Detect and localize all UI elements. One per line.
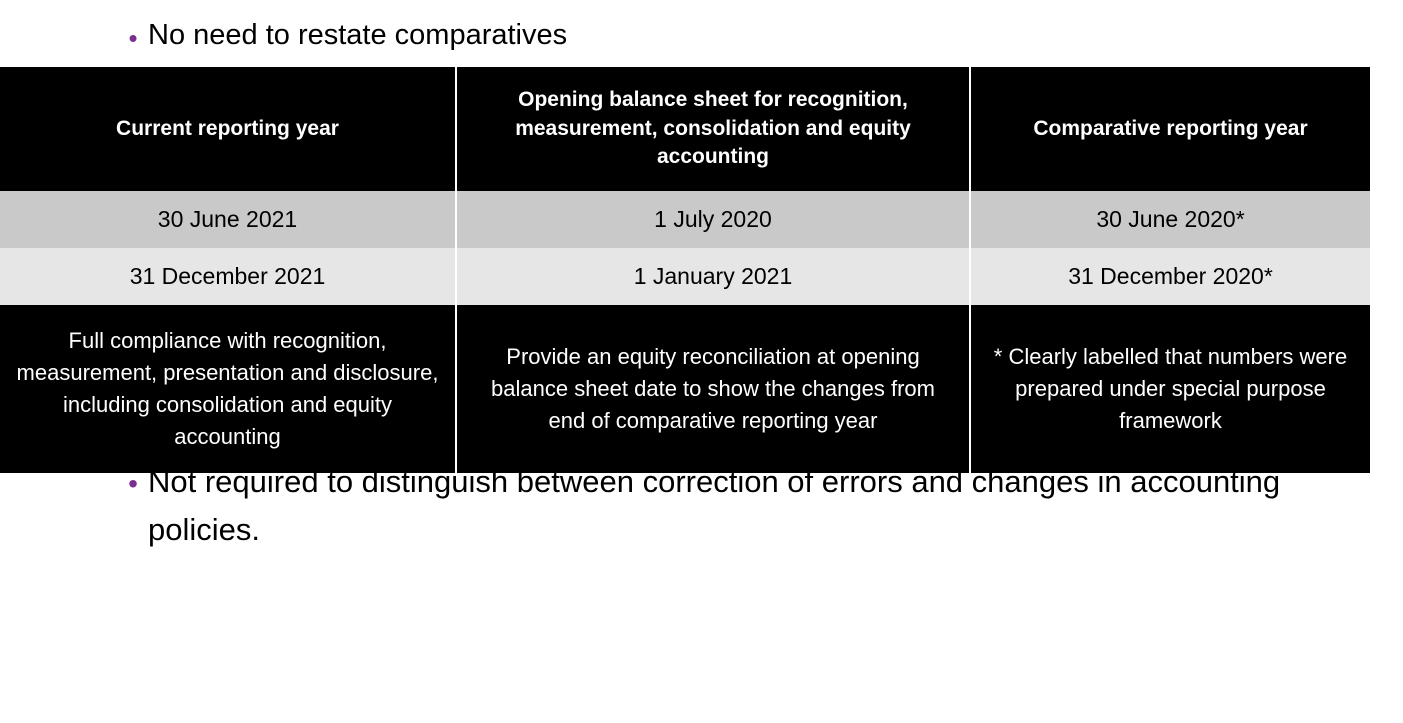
- comparatives-table: [0, 67, 1370, 473]
- table-row: [0, 248, 1370, 305]
- table-cell: 30 June 2020*: [970, 191, 1370, 248]
- table-cell: 1 January 2021: [456, 248, 970, 305]
- table-note-cell: Full compliance with recognition, measurement, presentation and disclosure, including consolidation and equity accounting: [0, 305, 456, 473]
- table-note-cell: Provide an equity reconciliation at opening balance sheet date to show the changes from end of comparative reporting year: [456, 305, 970, 473]
- table-header-row: [0, 67, 1370, 191]
- table-cell: 31 December 2021: [0, 248, 456, 305]
- table-note-row: [0, 305, 1370, 473]
- table-header-cell: Opening balance sheet for recognition, measurement, consolidation and equity accounting: [456, 67, 970, 191]
- table-header-cell: Current reporting year: [0, 67, 456, 191]
- top-bullet-item: [118, 16, 1318, 54]
- table-cell: 30 June 2021: [0, 191, 456, 248]
- table-note-cell: * Clearly labelled that numbers were prepared under special purpose framework: [970, 305, 1370, 473]
- bottom-bullet-item: [118, 458, 1378, 554]
- bullet-dot-icon: •: [128, 23, 138, 53]
- table-cell: 1 July 2020: [456, 191, 970, 248]
- table-cell: 31 December 2020*: [970, 248, 1370, 305]
- top-bullet-text: No need to restate comparatives: [148, 19, 568, 51]
- table-row: [0, 191, 1370, 248]
- bullet-dot-icon: •: [128, 468, 138, 499]
- table-header-cell: Comparative reporting year: [970, 67, 1370, 191]
- bottom-bullet-text: Not required to distinguish between correction of errors and changes in accounting policies.: [148, 464, 1281, 548]
